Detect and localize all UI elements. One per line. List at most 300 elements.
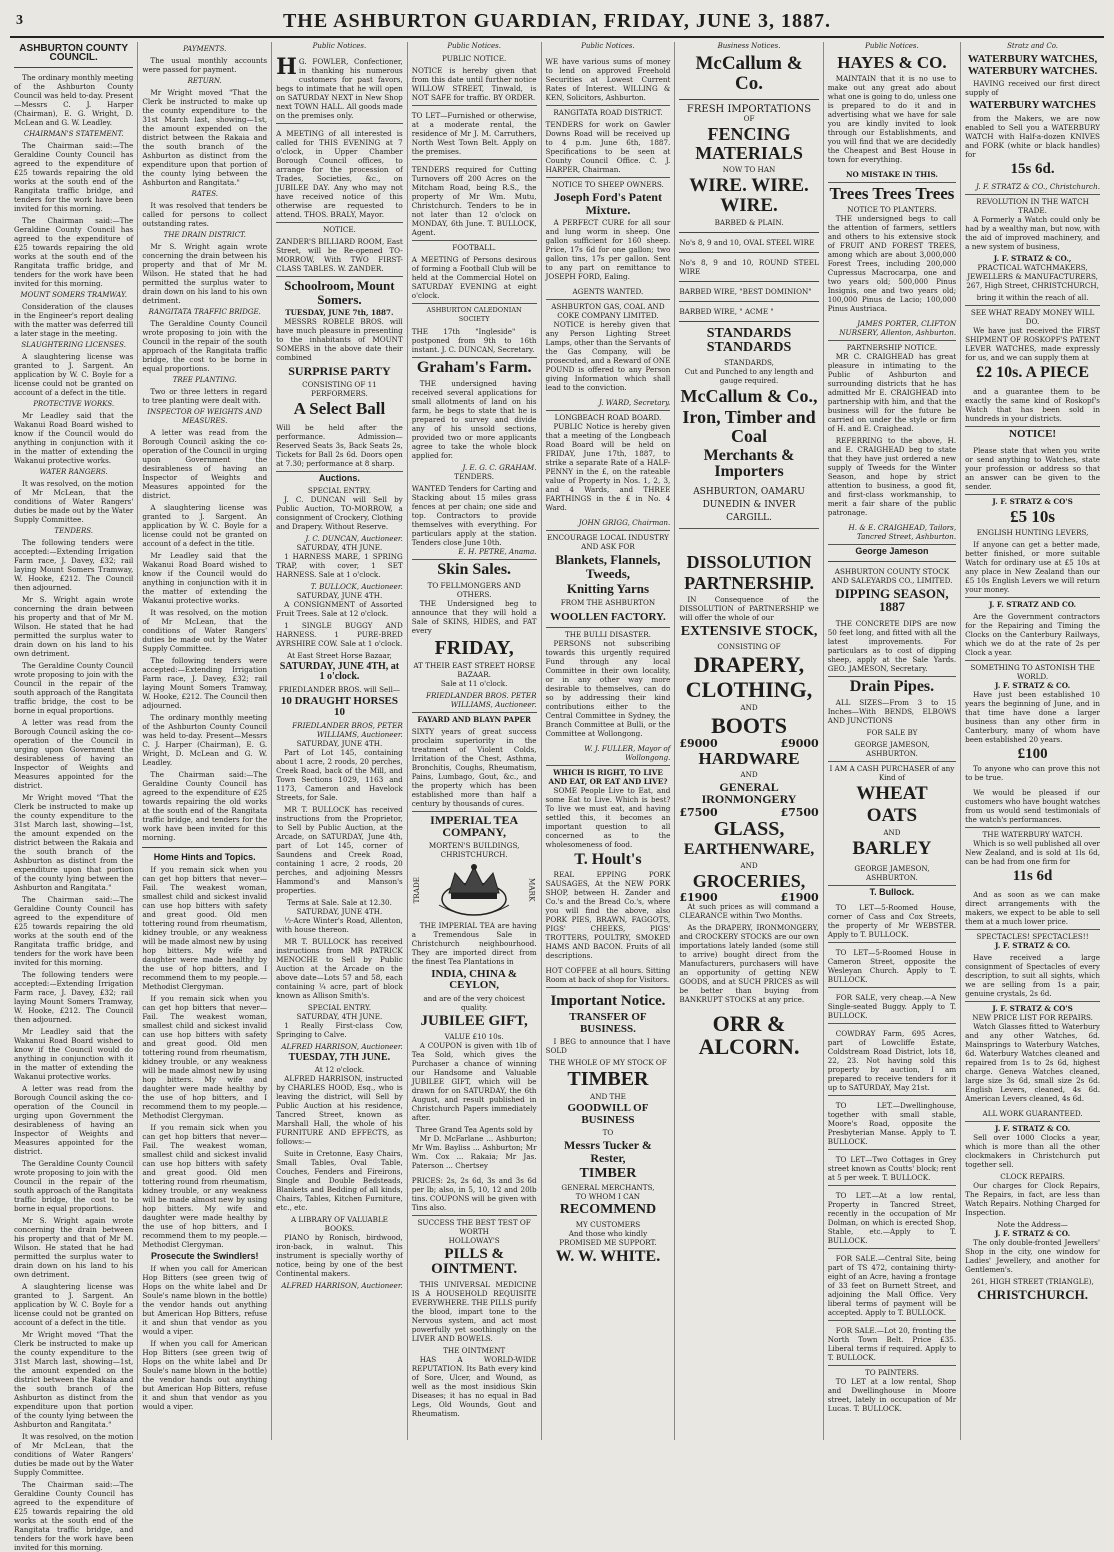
sale-1: FOR SALE, very cheap.—A New Single-seated Buggy. Apply to T. BULLOCK. — [828, 990, 956, 1024]
column-header: Business Notices. — [717, 42, 781, 50]
hundred: £100 — [1017, 745, 1048, 762]
cow-text: 1 Really First-class Cow, Springing to Calve. — [276, 1020, 403, 1039]
terms-text: Terms at Sale. Sale at 12.30. — [287, 897, 392, 907]
price-2: £2 10s. A PIECE — [976, 364, 1090, 382]
jubilee-sub: VALUE £10 10s. — [444, 1031, 504, 1041]
sizes-text: ALL SIZES—From 3 to 15 Inches—With BENDS, ELBOWS AND JUNCTIONS — [827, 697, 957, 725]
amount: £7500 — [780, 805, 819, 819]
billiard-text: ZANDER'S BILLIARD ROOM, East Street, will be Re-opened TO-MORROW, With TWO FIRST-CLASS TABLES. W. ZANDER. — [276, 237, 403, 273]
rangitata-ad — [546, 117, 671, 178]
slaughter-text-3: A slaughtering license was granted to J. Sargent. An application by W. C. Boyle for a license could not be granted on account of a defect in the title. — [142, 503, 268, 548]
drapery-title: DRAPERY, — [693, 651, 805, 677]
tuesday-title: TUESDAY, 7TH JUNE. — [288, 1051, 391, 1063]
swindlers-text-2: If when you call for American Hop Bitters (see green twig of Hops on the white label and Dr Soule's name blown in the bottle) the vendor hands out anything but American Hop Bitters, refuse it and shun that vendor as you would a viper. — [142, 1339, 268, 1411]
column-stratz — [961, 42, 1104, 1440]
pills-text: THIS UNIVERSAL MEDICINE IS A HOUSEHOLD REQUISITE EVERYWHERE. THE PILLS purify the blood, impart tone to the Nervous system, and act most powerfully yet soothingly on the LIVER AND BOWELS. — [411, 1280, 537, 1344]
wire-nos-1: No's 8, 9 and 10, OVAL STEEL WIRE — [679, 237, 815, 247]
friday-sub: AT THEIR EAST STREET HORSE BAZAAR. — [413, 660, 535, 679]
jubilee-title: JUBILEE GIFT, — [420, 1012, 528, 1029]
coupon-text: A COUPON is given with 1lb of Tea Sold, which gives the Purchaser a chance of winning our Handsome and Valuable JUBILEE GIFT, which will be drawn for on SATURDAY, the 6th August, and result published in Christchurch Papers immediately after. — [411, 1040, 537, 1122]
stratz-signature: J. F. STRATZ & CO., Christchurch. — [965, 179, 1100, 195]
clocks-text: Sell over 1000 Clocks a year, which is more than all the other clockmakers in Christchurch put together sell. — [965, 1133, 1100, 1170]
divider — [142, 847, 267, 848]
protective-text-2: Mr Leadley said that the Wakanui Road Board wished to know if the Council would do anything in conjunction with it in the matter of extending the Wakanui protective works. — [14, 1027, 134, 1081]
let-2: TO LET—5-Roomed House in Cameron Street, opposite the Wesleyan Church. Apply to T. BULLOCK. — [828, 945, 956, 988]
stock-heading: ASHBURTON COUNTY STOCK AND SALEYARDS CO., LIMITED. — [831, 566, 953, 585]
tenders-text-2: The following tenders were accepted:—Extending Irrigation Farm race, J. Davey, £32; rail laying Mount Somers Tramway, W. Hooke, £212. The Council then adjourned. — [14, 970, 134, 1024]
football-heading: FOOTBALL. — [452, 243, 497, 252]
drain-text-2: Mr S. Wright again wrote concerning the drain between his property and that of Mr M. Wilson. He stated that he had permitted the surplus water to drain down on his land to his own detriment. — [14, 1216, 134, 1279]
fresh-title: FRESH IMPORTATIONS — [686, 103, 812, 115]
fayard-ad — [412, 724, 537, 812]
rangitata-text: TENDERS for work on Gawler Downs Road will be received up to 4 p.m. June 6th, 1887. Specifications to be seen at County Council Office. C. J. HARPER, Chairman. — [545, 120, 671, 174]
home-hints-heading: Home Hints and Topics. — [153, 852, 256, 862]
water-text: It was resolved, on the motion of Mr McLean, that the conditions of Water Rangers' duties be made out by the Water Supply Committee. — [14, 479, 134, 524]
bridge-notice: NOTICE is hereby given that from this date until further notice WILLOW STREET, Tinwald, is NOT SAFE for traffic. BY ORDER. — [411, 66, 537, 102]
harness-text: 1 HARNESS MARE, 1 SPRING TRAP, with cover, 1 SET HARNESS. Sale at 1 o'clock. — [276, 551, 403, 579]
grahams-text: THE undersigned having received several applications for small allotments of land on his farm, he begs to state that he is prepared to survey and divide any of his unsold sections, provided two or more applicants agree to take the whole block applied for. — [411, 378, 537, 460]
knitting-title: Knitting Yarns — [566, 581, 650, 597]
friday-time: Sale at 11 o'clock. — [440, 678, 508, 688]
column-header: Public Notices. — [447, 42, 501, 50]
tramway-heading: MOUNT SOMERS TRAMWAY. — [20, 291, 127, 299]
hardware-title: HARDWARE — [698, 748, 800, 768]
and-the: AND THE — [590, 1092, 626, 1102]
holloway-heading: HOLLOWAY'S — [448, 1235, 500, 1245]
and-co-heading-6: J. F. STRATZ & CO. — [995, 1229, 1071, 1239]
schoolroom-date: TUESDAY, JUNE 7th, 1887. — [285, 308, 394, 318]
price-list-heading: NEW PRICE LIST FOR REPAIRS. — [972, 1013, 1093, 1023]
note-text: Note the Address— — [997, 1220, 1068, 1230]
no-mistake: NO MISTAKE IN THIS. — [828, 167, 956, 183]
divider — [679, 232, 818, 233]
crown-emblem-icon — [429, 859, 519, 921]
ford-text: A PERFECT CURE for all sour and lung worm in sheep. One gallon sufficient for 160 sheep. Price, 17s 6d for one gallon; two gallon tins, 17s per gallon. Sent to any part on remittance to JOSEPH FORD, Ealing. — [545, 218, 671, 282]
jameson-signature: GEORGE JAMESON, ASHBURTON. — [828, 737, 956, 762]
referring-text: REFERRING to the above, H. and E. CRAIGHEAD beg to state that they have just ordered a new supply of Tweeds for the Winter Season, and hope by strict attention to business, a good fit, and first-class workmanship, to merit a fair share of the public patronage. — [827, 435, 957, 517]
column-header: Public Notices. — [581, 42, 635, 50]
saturday-date-3: SATURDAY, JUNE 4TH. — [296, 738, 383, 748]
rates-text: It was resolved that tenders be called for persons to collect outstanding rates. — [142, 201, 268, 228]
weights-text: A letter was read from the Borough Council asking the co-operation of the Council in urging upon Government the desirableness of having an Inspector of Weights and Measures appointed for the district. — [14, 718, 134, 790]
column-business — [675, 42, 823, 1440]
skin-sales-title: Skin Sales. — [437, 560, 512, 578]
furniture-text: Suite in Cretonne, Easy Chairs, Small Tables, Oval Table, Couches, Fenders and Fireirons, Single and Double Bedsteads, Blankets and Bedding of all kinds, Chairs, Tables, Kitchen Furniture, etc., etc. — [276, 1149, 403, 1213]
each-text: And as soon as we can make direct arrangements with the makers, we expect to be able to sell them at a much lower price. — [965, 887, 1100, 930]
drapery-text: As the DRAPERY, IRONMONGERY, and CROCKERY STOCKS are our own importations lately landed (some still to arrive) bought direct from the Manufacturers, purchasers will have an opportunity of getting NEW GOODS, and at SUCH PRICES as will be better than buying from BANKRUPT STOCKS at any price. — [679, 922, 819, 1004]
whole-stock: THE WHOLE OF MY STOCK OF — [549, 1058, 667, 1068]
divider — [14, 67, 133, 68]
column-header: Stratz and Co. — [1007, 42, 1059, 50]
prices-text: At such prices as will command a CLEARANCE within Two Months. — [679, 901, 819, 920]
and-text: AND — [740, 702, 758, 712]
tramway-text: Consideration of the clauses in the Engineer's report dealing with the matter was deferred till a later stage in the meeting. — [14, 302, 134, 338]
tenders-heading-2: TENDERS. — [454, 471, 494, 481]
and-co-heading-4: J. F. STRATZ & CO'S — [992, 1004, 1073, 1014]
which-text: Which is so well published all over New Zealand, and is sold at 1ls 6d, can be had from one firm for — [965, 839, 1100, 867]
caledonian-text: THE 17th "Ingleside" is postponed from 9th to 16th instant. J. C. DUNCAN, Secretary. — [411, 327, 537, 354]
price-4: 11s 6d — [1012, 868, 1053, 885]
notice-heading: NOTICE. — [323, 225, 356, 234]
to-let-text: TO LET—Furnished or otherwise, at a moderate rental, the residence of Mr J. M. Carruthers, North West Town Belt. Apply on the premises. — [411, 111, 537, 156]
formerly-text: A Formerly a Watch could only be had by a wealthy man, but now, with the aid of improved machinery, and a new system of business, — [965, 215, 1100, 252]
waterbury-heading: THE WATERBURY WATCH. — [982, 830, 1083, 840]
saturday-date: SATURDAY, 4TH JUNE. — [296, 542, 383, 552]
drop-cap: H — [276, 54, 297, 80]
drain-text-3: Mr S. Wright again wrote concerning the drain between his property and that of Mr M. Wilson. He stated that he had permitted the surplus water to drain down on his land to his own detriment. — [142, 242, 268, 305]
timber-title: TIMBER — [567, 1068, 649, 1091]
and-co-heading-2: J. F. STRATZ & CO. — [995, 680, 1071, 690]
notice-text: Please state that when you write or send anything to Watches, state your profession or address so that an answer can be given to the sender. — [965, 443, 1100, 495]
surprise-text: MESSRS ROBELE BROS. will have much pleasure in presenting to the inhabitants of MOUNT SOMERS in the above date their combined — [276, 317, 403, 363]
clock-text: Our charges for Clock Repairs, The Repairs, in fact, are less than Watch Repairs. Nothing Charged for Inspection. — [965, 1181, 1100, 1218]
fellmongers-heading: TO FELLMONGERS AND OTHERS. — [427, 580, 521, 599]
divider — [679, 301, 818, 302]
goodwill-title: GOODWILL OF BUSINESS — [567, 1102, 649, 1126]
billiard-ad — [276, 234, 403, 277]
protective-text: Mr Leadley said that the Wakanui Road Board wished to know if the Council would do anything in conjunction with it in the matter of extending the Wakanui protective works. — [14, 411, 134, 465]
mccallum-title: McCallum & Co. — [695, 53, 803, 94]
bullock-heading: T. Bullock. — [869, 886, 915, 897]
pills-title: PILLS & OINTMENT. — [431, 1245, 518, 1278]
coffee-ad — [546, 963, 671, 988]
duncan-text: J. C. DUNCAN will Sell by Public Auction, TO-MORROW, a consignment of Crockery, Clothing and Drapery. Without Reserve. — [276, 494, 403, 531]
column-council — [10, 42, 138, 1552]
water-text-2: It was resolved, on the motion of Mr McLean, that the conditions of Water Rangers' duties be made out by the Water Supply Committee. — [14, 1432, 134, 1477]
home-hints-text-2: If you remain sick when you can get hop bitters that never—Fail. The weakest woman, smallest child and sickest invalid can use hop bitters with safety and great good. Old men tottering round from rheumatism, kidney trouble, or any weakness will be made almost new by using hop bitters. My wife and daughter were made healthy by the use of hop bitters, and I recommend them to my people.—Methodist Clergyman. — [142, 994, 268, 1120]
factory-sub: FROM THE ASHBURTON — [560, 598, 656, 608]
ointment-heading: THE OINTMENT — [443, 1346, 506, 1356]
for-sale: FOR SALE BY — [866, 727, 918, 737]
fowler-text: G. FOWLER, Confectioner, in thanking his numerous customers for past favors, begs to intimate that he will open on SATURDAY NEXT in New Shop next TOWN HALL. All goods made on the premises only. — [276, 57, 403, 120]
bridge-text-2: The Geraldine County Council wrote proposing to join with the Council in the repair of the south approach of the Rangitata traffic bridge, the cost to be borne in equal proportions. — [14, 1159, 134, 1213]
slaughter-text: A slaughtering license was granted to J. Sargent. An application by W. C. Boyle for a license could not be granted on account of a defect in the title. — [14, 352, 134, 397]
protective-text-3: Mr Leadley said that the Wakanui Road Board wished to know if the Council would do anything in conjunction with it in the matter of extending the Wakanui protective works. — [142, 551, 268, 605]
column-notices-3 — [824, 42, 961, 1440]
orr-title: ORR & ALCORN. — [698, 1010, 800, 1059]
duncan-signature: J. C. DUNCAN, Auctioneer. — [305, 533, 403, 543]
council-heading: ASHBURTON COUNTY COUNCIL. — [19, 43, 129, 63]
to-let-ad — [412, 108, 537, 160]
divider — [679, 321, 818, 322]
trade-mark — [412, 859, 537, 921]
lever-sub: ENGLISH HUNTING LEVERS, — [976, 527, 1089, 537]
partnership-title: PARTNERSHIP. — [684, 573, 814, 594]
amount: £9000 — [780, 736, 819, 750]
price-1: 15s 6d. — [1010, 160, 1055, 177]
home-hints-text-3: If you remain sick when you can get hop bitters that never—Fail. The weakest woman, smallest child and sickest invalid can use hop bitters with safety and great good. Old men tottering round from rheumatism, kidney trouble, or any weakness will be made almost new by using hop bitters. My wife and daughter were made healthy by the use of hop bitters, and I recommend them to my people.—Methodist Clergyman. — [142, 1123, 268, 1249]
ball-ad — [276, 420, 403, 472]
consequence-text: IN Consequence of the DISSOLUTION of PARTNERSHIP we will offer the whole of our — [679, 594, 819, 622]
bridge-text: The Geraldine County Council wrote proposing to join with the Council in the repair of the south approach of the Rangitata traffic bridge, the cost to be borne in equal proportions. — [14, 661, 134, 715]
column-public-notices — [408, 42, 542, 1440]
sale-3: FOR SALE.—Lot 20, fronting the North Town Belt. Price £35. Liberal terms if required. Apply to T. BULLOCK. — [828, 1323, 956, 1366]
porter-signature: JAMES PORTER, CLIFTON NURSERY, Allenton, Ashburton. — [828, 316, 956, 341]
dipping-text: THE CONCRETE DIPS are now 50 feet long, and fitted with all the latest improvements. For particulars as to cost of dipping sheep, apply at the Sale Yards. GEO. JAMESON, Secretary. — [828, 616, 956, 677]
water-heading: WATER RANGERS. — [39, 468, 108, 476]
longbeach-heading: LONGBEACH ROAD BOARD. — [554, 413, 662, 423]
mcconnell-text: Part of Lot 145, containing about 1 acre, 2 roods, 20 perches, Creek Road, back of the Mill, and Town Sections 1029, 1163 and 1173, Cameron and Havelock Streets, for Sale. — [276, 747, 403, 802]
prove-text: To anyone who can prove this not to be true. — [965, 764, 1100, 783]
established-text: Have just been established 10 years the beginning of June, and in that time have done a larger business than any other firm in Canterbury, many of whom have been established 20 years. — [965, 689, 1100, 744]
boots-title: BOOTS — [711, 712, 787, 738]
columns — [10, 42, 1104, 1552]
tree-text: Two or three letters in regard to tree planting were dealt with. — [142, 387, 268, 405]
guarantee-heading: ALL WORK GUARANTEED. — [965, 1106, 1100, 1122]
repairs-text: Watch Glasses fitted to Waterbury and any other Watches, 6d. Mainsprings to Waterbury Watches, 6d. Waterbury Watches cleaned and repaired from 1s to 2s 6d, highest charge. Geneva Watches cleaned, large size 3s 6d, small size 2s 6d. English Levers, cleaned, 4s 6d. American Levers cleaned, 4s 6d. — [965, 1022, 1100, 1104]
general-title: GENERAL MERCHANTS, — [561, 1183, 655, 1193]
fencing-title: FENCING MATERIALS — [695, 123, 803, 163]
column-auctions — [272, 42, 408, 1440]
fayard-text: SIXTY years of great success proclaim superiority in the treatment of Violent Colds, Irritation of the Chest, Asthma, Bronchitis, Coughs, Rheumatism, Pains, Lumbago, Gout, &c., and the property which has been established more than half a century by thousands of cures. — [411, 726, 537, 808]
divider — [679, 252, 818, 253]
india-sub: and are of the very choicest quality. — [423, 993, 525, 1012]
tucker-title: Messrs Tucker & Rester, — [564, 1138, 652, 1165]
tenders-heading: TENDERS. — [54, 527, 93, 535]
payments-text: The usual monthly accounts were passed for payment. — [142, 56, 268, 74]
sale-2: FOR SALE.—Central Site, being part of TS 472, containing thirty-eight of an Acre, having a frontage of 33 feet on Burnett Street, and adjoining the Mall Office. Very liberal terms of payment will be accepted. Apply to T. BULLOCK. — [828, 1251, 956, 1321]
white-title: W. W. WHITE. — [555, 1247, 661, 1265]
coffee-text: HOT COFFEE at all hours. Sitting Room at back of shop for Visitors. — [545, 966, 671, 985]
tenders-text: The following tenders were accepted:—Extending Irrigation Farm race, J. Davey, £32; rail laying Mount Somers Tramway, W. Hooke, £212. The Council then adjourned. — [14, 538, 134, 592]
towns-text: ASHBURTON, OAMARU DUNEDIN & INVER CARGILL. — [679, 483, 818, 529]
craighead-signature: H. & E. CRAIGHEAD, Tailors, Tancred Street, Ashburton. — [828, 520, 956, 545]
and-co-heading: J. F. STRATZ AND CO. — [989, 599, 1077, 609]
bridge-notice-ad — [412, 63, 537, 106]
to-whom: TO WHOM I CAN — [575, 1192, 641, 1202]
ford-title: Joseph Ford's Patent Mixture. — [553, 190, 662, 217]
ball-text: Will be held after the performance. Admission—Reserved Seats 3s, Back Seats 2s, Tickets for Ball 2s 6d. Doors open at 7.30; performance at 8 sharp. — [276, 422, 403, 468]
beg-text: I BEG to announce that I have SOLD — [545, 1037, 671, 1056]
divider — [679, 99, 818, 100]
see-what: SEE WHAT READY MONEY WILL DO. — [970, 308, 1095, 327]
rangitata-heading: RANGITATA ROAD DISTRICT. — [553, 108, 663, 117]
council-intro: The ordinary monthly meeting of the Ashburton County Council was held to-day. Present—Messrs C. J. Harper (Chairman), E. G. Wright, D. McLean and G. W. Leadley. — [14, 73, 134, 127]
willing-ad — [546, 54, 671, 106]
boots-amounts — [679, 736, 819, 750]
agents-heading: Three Grand Tea Agents sold by — [415, 1124, 533, 1134]
drain-text: Mr S. Wright again wrote concerning the drain between his property and that of Mr M. Wilson. He stated that he had permitted the surplus water to drain down on his land to his own detriment. — [14, 595, 134, 658]
drain-heading: THE DRAIN DISTRICT. — [163, 231, 246, 239]
tuesday-sub: At 12 o'clock. — [314, 1065, 365, 1075]
govt-text: Are the Government contractors for the Repairing and Timing the Clocks on the Canterbury Railways, which we do at the rate of 2s per Clock a year. — [965, 609, 1100, 661]
hardware-and: AND — [740, 769, 758, 779]
eat-text: SOME People Live to Eat, and some Eat to Live. Which is best? To live we must eat, and having settled this, it becomes an important question to all concerned as to the wholesomeness of food. — [545, 785, 671, 849]
hayes-title: HAYES & CO. — [837, 53, 947, 72]
harrison-text: ALFRED HARRISON, instructed by CHARLES HOOD, Esq., who is leaving the district, will Sell by Public Auction at his residence, Tancred Street, known as Marshall Hall, the whole of his FURNITURE AND EFFECTS, as follows:— — [276, 1074, 403, 1147]
gas-text: NOTICE is hereby given that any Person Lighting Street Lamps, other than the Servants of the Gas Company, will be prosecuted, and a Reward of ONE POUND is offered to any Person giving Information which shall lead to the conviction. — [545, 320, 671, 393]
fruit-text: A CONSIGNMENT of Assorted Fruit Trees. Sale at 12 o'clock. — [276, 599, 403, 618]
woollen-title: WOOLLEN FACTORY. — [546, 609, 671, 628]
those-text: And those who kindly — [568, 1228, 648, 1238]
mercantile-text: MR T. BULLOCK has received instructions from the Proprietor, to Sell by Public Auction, at the Arcade, on SATURDAY, June 4th, part of Lot 145, corner of Saundens and Creek Road, containing 1 acre, 2 roods, 20 perches, and adjoining Messrs Hammond's and Manson's properties. — [276, 804, 403, 895]
bullock-signature: T. BULLOCK, Auctioneer. — [310, 581, 403, 591]
mark-label: MARK — [527, 878, 537, 902]
bridge-text-3: The Geraldine County Council wrote proposing to join with the Council in the repair of the south approach of the Rangitata traffic bridge, the cost to be borne in equal proportions. — [142, 319, 268, 373]
friday-title: FRIDAY, — [434, 636, 514, 659]
buggy-text: 1 SINGLE BUGGY AND HARNESS. 1 PURE-BRED AYRSHIRE COW. Sale at 1 o'clock. — [276, 620, 403, 648]
amount: £7500 — [679, 805, 718, 819]
masthead — [10, 6, 1104, 38]
consisting-text: CONSISTING OF — [717, 641, 781, 651]
imperial-sub: MORTEN'S BUILDINGS, CHRISTCHURCH. — [428, 840, 520, 859]
dissolution-title: DISSOLUTION — [686, 552, 812, 573]
glass-and: AND — [740, 860, 758, 870]
return-heading: RETURN. — [187, 77, 222, 85]
wire-nos-3: BARBED WIRE, "BEST DOMINION" — [679, 286, 812, 296]
imperial-title: IMPERIAL TEA COMPANY, — [430, 812, 519, 840]
my-customers: MY CUSTOMERS — [575, 1219, 641, 1229]
tenders-ad — [412, 162, 537, 241]
chairman-heading: CHAIRMAN'S STATEMENT. — [23, 130, 124, 138]
prices-text: PRICES: 2s, 2s 6d, 3s and 3s 6d per lb; also, in 5, 10, 12 and 20lb tins. COUPONS will be given with Tins also. — [411, 1175, 537, 1212]
waterbury-title-2: WATERBURY WATCHES — [969, 99, 1096, 112]
amount: £1900 — [679, 890, 718, 904]
thanks-text: We would be pleased if our customers who have bought watches from us would send testimonials of the watch's performances. — [965, 785, 1100, 828]
column-header: Public Notices. — [865, 42, 919, 50]
clothing-title: CLOTHING, — [685, 676, 813, 702]
bridge-heading: RANGITATA TRAFFIC BRIDGE. — [148, 308, 261, 316]
trees-title: Trees Trees Trees — [829, 183, 955, 203]
dry-farm: COWDRAY Farm, 695 Acres, part of Lowcliffe Estate, Coldstream Road District, lots 18, 22, 23. Not having sold this property by auction, I am prepared to receive tenders for it up to SATURDAY, May 21st. — [828, 1026, 956, 1096]
grahams-signature: J. E. G. C. GRAHAM. — [462, 462, 537, 472]
willing-text: WE have various sums of money to lend on approved Freehold Securities at Lowest Current Rates of Interest. WILLING & KEN, Solicitors, Ashburton. — [545, 57, 671, 102]
and-co-heading-5: J. F. STRATZ & CO. — [995, 1124, 1071, 1134]
chairman-text-2: The Chairman said:—The Geraldine County Council has agreed to the expenditure of £25 towards repairing the old works at the south end of the Rangitata traffic bridge, and tenders for the work have been invited for this morning. — [14, 895, 134, 967]
column-notices-2 — [542, 42, 676, 1440]
fayard-heading: FAYARD AND BLAYN PAPER — [417, 714, 531, 724]
received-text-2: We have just received the FIRST SHIPMENT OF ROSKOPF'S PATENT LEVER WATCHES, made expressly for us, and we can supply them at — [965, 326, 1100, 363]
trees-text: THE undersigned begs to call the attention of farmers, settlers and others to his extensive stock of FRUIT AND FOREST TREES, among which are about 3,000,000 Forest Trees, including 200,000 Cupressus Macrocarpa, one and two years old; 500,000 Pinus Insignis, one and two years old; 100,000 Pinus de Lacio; 100,000 Pinus Austriaca. — [827, 213, 957, 313]
encourage-sub: AND ASK FOR — [581, 542, 635, 552]
column-council-continued — [138, 42, 272, 1440]
water-text-3: It was resolved, on the motion of Mr McLean, that the conditions of Water Rangers' duties be made out by the Water Supply Committee. — [142, 608, 268, 653]
skin-text: THE Undersigned beg to announce that they will hold a Sale of SKINS, HIDES, and FAT every — [411, 598, 537, 635]
saturday-date-2: SATURDAY, JUNE 4TH. — [296, 590, 383, 600]
wire-nos-2: No's 8, 9 and 10, ROUND STEEL WIRE — [679, 257, 819, 276]
winter-text: ½-Acre Winter's Road, Allenton, with house thereon. — [276, 915, 403, 934]
let-3: TO LET.—Dwellinghouse, together with small stable, Moore's Road, opposite the Presbyterian Manse. Apply to T. BULLOCK. — [828, 1098, 956, 1150]
waterbury-title: WATERBURY WATCHES, WATERBURY WATCHES. — [967, 53, 1098, 77]
return-text-2: Mr Wright moved "That the Clerk be instructed to make up the county expenditure to the 31st March last, showing—1st, the amount expended on the district between the Rakaia and the south branch of the Ashburton as distinct from the expenditure upon that portion of the county lying between the Ashburton and Rangitata." — [14, 1330, 134, 1429]
only-text: The only double-fronted Jewellers' Shop in the city, one window for Ladies' Jewellery, and another for Gentlemen's. — [965, 1238, 1100, 1275]
drain-pipes-title: Drain Pipes. — [849, 677, 935, 695]
tea-text: THE IMPERIAL TEA are having a Tremendous Sale in Christchurch neighbourhood. They are imported direct from the finest Tea Plantations in — [411, 920, 537, 966]
intro-text-2: The ordinary monthly meeting of the Ashburton County Council was held to-day. Present—Messrs C. J. Harper (Chairman), E. G. Wright, D. McLean and G. W. Leadley. — [142, 713, 268, 767]
longbeach-text: PUBLIC Notice is hereby given that a meeting of the Longbeach Road Board will be held on FRIDAY, June 17th, 1887, to strike a separate Rate of a HALF-PENNY in the £, on the rateable value of Property in Nos. 1, 2, 3, and 4 Wards, and THREE FARTHINGS in the £ in No. 4 Ward. — [545, 422, 671, 513]
bazaar-text: At East Street Horse Bazaar, — [287, 650, 392, 660]
painters-heading: TO PAINTERS. — [865, 1367, 919, 1377]
wire-nos-4: BARBED WIRE, " ACME " — [679, 306, 774, 316]
dipping-title: DIPPING SEASON, 1887 — [835, 585, 949, 615]
slaughter-text-2: A slaughtering license was granted to J. Sargent. An application by W. C. Boyle for a license could not be granted on account of a defect in the title. — [14, 1282, 134, 1327]
clock-repairs-heading: CLOCK REPAIRS. — [1000, 1172, 1065, 1182]
bulli-heading: THE BULLI DISASTER. — [564, 629, 651, 639]
payments-heading: PAYMENTS. — [183, 45, 227, 53]
prices-ad — [412, 1173, 537, 1216]
ball-title: A Select Ball — [293, 398, 386, 418]
ointment-text: HAS A WORLD-WIDE REPUTATION. Its Bath every kind of Sore, Ulcer, and Wound, as well as the most insidious Skin Diseases; it has no equal in Bad Legs, Old Wounds, Gout and Rheumatism. — [411, 1355, 537, 1419]
piano-text: PIANO by Ronisch, birdwood, iron-back, in walnut. This instrument is specially worthy of notice, being by one of the best Continental makers. — [276, 1233, 403, 1279]
something-heading: SOMETHING TO ASTONISH THE WORLD. — [970, 662, 1095, 681]
grigg-signature: JOHN GRIGG, Chairman. — [546, 515, 671, 531]
weights-heading: INSPECTOR OF WEIGHTS AND MEASURES. — [147, 408, 263, 425]
meeting-text: A MEETING of all interested is called for THIS EVENING at 7 o'clock, in Upper Chamber Borough Council offices, to arrange for the procession of Trades, Societies, &c., on JUBILEE DAY. Any who may not have received notice of this otherwise are requested to attend. THOS. BRALY, Mayor. — [276, 129, 403, 219]
friedlander-text: FRIEDLANDER BROS. will Sell— — [278, 684, 401, 694]
return-text: Mr Wright moved "That the Clerk be instructed to make up the county expenditure to the 31st March last, showing—1st, the amount expended on the district between the Rakaia and the south branch of the Ashburton as distinct from the expenditure upon that portion of the county lying between the Ashburton and Rangitata." — [14, 793, 134, 892]
oats-title: OATS — [866, 804, 918, 826]
saturday-date-5: SATURDAY, 4TH JUNE. — [296, 1011, 383, 1021]
chairman-text-filler: The Chairman said:—The Geraldine County Council has agreed to the expenditure of £25 towards repairing the old works at the south end of the Rangitata traffic bridge, and tenders for the work have been invited for this morning. — [14, 216, 134, 288]
lever-text: If anyone can get a better made, better finished, or more suitable Watch for ordinary use at £5 10s at any place in New Zealand than our £5 10s English Levers we will return your money. — [965, 537, 1100, 598]
tenders-ad-text: TENDERS required for Cutting Turnovers off 200 Acres on the Mitcham Road, being R.S., the property of Mr Wm. Mutu, Christchurch. Tenders to be in not later than 12 o'clock on MONDAY, 6th June. T. BULLOCK, Agent. — [411, 165, 537, 237]
of-text: OF — [743, 113, 755, 123]
agents-text: Mr D. McFarlane ... Ashburton; Mr Wm. Bayliss ... Ashburton; Mr Wm. Cox ... Rakaia; Mr Jas. Paterson ... Chertsey — [411, 1133, 537, 1170]
planters-heading: NOTICE TO PLANTERS. — [847, 204, 937, 214]
promised-text: PROMISED ME SUPPORT. — [559, 1237, 657, 1247]
fowler-ad — [276, 54, 403, 124]
chairman-text: The Chairman said:—The Geraldine County Council has agreed to the expenditure of £25 towards repairing the old works at the south end of the Rangitata traffic bridge, and tenders for the work have been invited for this morning. — [14, 141, 134, 213]
surprise-sub: CONSISTING OF 11 PERFORMERS. — [302, 379, 377, 398]
schoolroom-title: Schoolroom, Mount Somers. — [284, 278, 395, 307]
caledonian-heading: ASHBURTON CALEDONIAN SOCIETY — [426, 306, 522, 323]
timber-title-2: TIMBER — [579, 1165, 637, 1181]
success-text: SUCCESS THE BEST TEST OF WORTH — [417, 1217, 531, 1236]
cash-text: I AM A CASH PURCHASER of any Kind of — [829, 763, 955, 782]
hoult-title: T. Hoult's — [574, 850, 642, 868]
column-header: Public Notices. — [312, 42, 367, 50]
amount: £1900 — [780, 890, 819, 904]
slaughter-heading: SLAUGHTERING LICENSES. — [21, 341, 126, 349]
address-text: 261, HIGH STREET (TRIANGLE), — [971, 1277, 1094, 1287]
jameson-heading: George Jameson — [855, 545, 929, 556]
let-1: TO LET—5-Roomed House, corner of Cass and Cox Streets, the property of Mr WEBSTER. Apply to T. BULLOCK. — [828, 900, 956, 943]
masthead-title: THE ASHBURTON GUARDIAN, FRIDAY, JUNE 3, 1887. — [282, 10, 832, 32]
grahams-title: Graham's Farm. — [416, 359, 532, 376]
now-on-hand: NOW TO HAN — [722, 164, 776, 174]
bulli-text: PERSONS not subscribing towards this urgently required Fund through any local Committee in their own locality, or in any other way more desirable to themselves, can do so by addressing their kind contributions either to the Central Committee in Sydney, the Branch Committee at Bulli, or the Committee at Wollongong. — [545, 638, 671, 738]
carting-text: WANTED Tenders for Carting and Stacking about 15 miles grass fences at per chain; one side and top. Contractors to provide themselves with everything. For particulars apply at the station. Tenders close June 10th. — [411, 483, 537, 547]
earthenware-title: EARTHENWARE, — [683, 840, 815, 858]
saturday-date-4: SATURDAY, JUNE 4TH. — [296, 906, 383, 916]
ward-signature: J. WARD, Secretary. — [546, 395, 671, 411]
bullock-text-2: MR T. BULLOCK has received instructions from MR PATRICK MENOCHE to Sell by Public Auction at the Arcade on the above date—Lots 57 and 58, each containing ¼ acre, part of block known as Allison Smith's. — [276, 936, 403, 1000]
merchants-title: Merchants & Importers — [703, 446, 795, 481]
return-text-3: Mr Wright moved "That the Clerk be instructed to make up the county expenditure to the 31st March last, showing—1st, the amount expended on the district between the Rakaia and the south branch of the Ashburton as distinct from the expenditure upon that portion of the county lying between the Ashburton and Rangitata." — [142, 88, 268, 187]
swindlers-text: If when you call for American Hop Bitters (see green twig of Hops on the white label and Dr Soule's name blown in the bottle) the vendor hands out anything but American Hop Bitters, refuse it and shun that vendor as you would a viper. — [142, 1264, 268, 1336]
bring-text: bring it within the reach of all. — [965, 290, 1100, 306]
extensive-title: EXTENSIVE STOCK, — [680, 623, 818, 639]
standards-title: STANDARDS STANDARDS — [706, 325, 792, 356]
recommend-title: RECOMMEND — [559, 1202, 657, 1218]
amount: £9000 — [679, 736, 718, 750]
received-text: HAVING received our first direct supply of — [965, 79, 1100, 98]
library-heading: A LIBRARY OF VALUABLE BOOKS. — [290, 1215, 388, 1234]
agents-wanted: AGENTS WANTED. — [546, 284, 671, 300]
gas-heading: ASHBURTON GAS, COAL AND COKE COMPANY LIMITED. — [551, 302, 665, 321]
notice-heading: NOTICE! — [1009, 428, 1057, 441]
home-hints-text: If you remain sick when you can get hop bitters that never—Fail. The weakest woman, smallest child and sickest invalid can use hop bitters with safety and great good. Old men tottering round from rheumatism, kidney trouble, or any weakness will be made almost new by using hop bitters. My wife and daughter were made healthy by the use of hop bitters, and I recommend them to my people.—Methodist Clergyman. — [142, 865, 268, 991]
caledonian-ad — [412, 324, 537, 358]
hoult-text: REAL EPPING PORK SAUSAGES, At the NEW PORK SHOP, between H. Zander and Co.'s and the Bread Co.'s, where you will find the above, also PORK PIES, BRAWN, FAGGOTS, PIGS' CHEEKS, PIGS' TROTTERS, POULTRY, SMOKED HAMS AND BACON. Fruits of all descriptions. — [545, 870, 671, 961]
to-text: TO — [602, 1128, 614, 1138]
blankets-title: Blankets, Flannels, Tweeds, — [555, 552, 661, 581]
ironmongery-title: GENERAL IRONMONGERY — [701, 779, 797, 807]
tree-heading: TREE PLANTING. — [172, 376, 237, 384]
eat-heading: WHICH IS RIGHT, TO LIVE AND EAT, OR EAT AND LIVE? — [548, 767, 668, 786]
barley-title: BARLEY — [852, 837, 932, 859]
important-title: Important Notice. — [550, 993, 666, 1010]
